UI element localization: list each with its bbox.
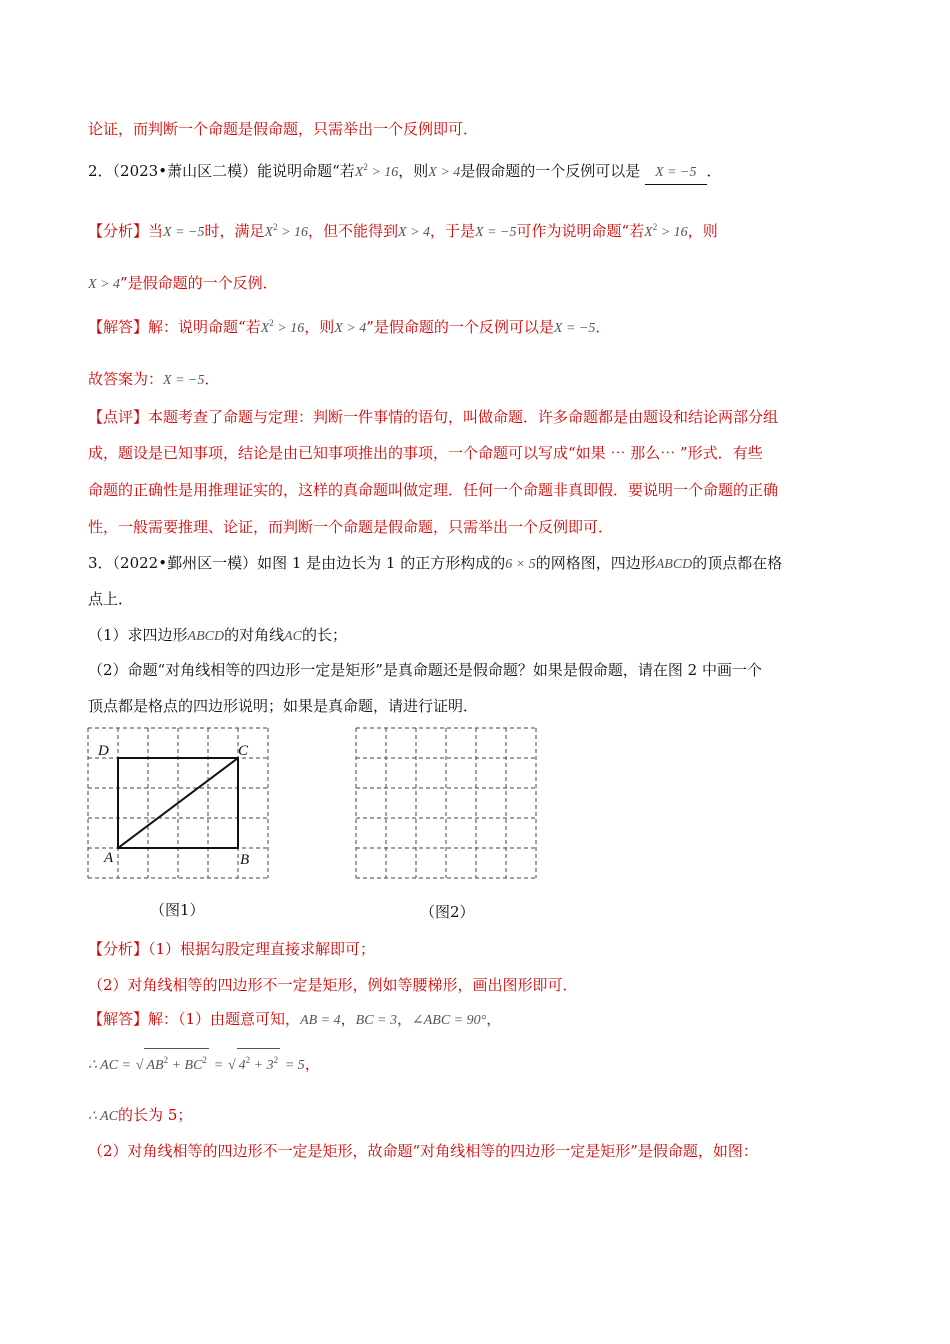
math-expr: ∴ AC = (88, 1058, 131, 1073)
math-var: AB (146, 1058, 164, 1073)
text-span: ． (706, 162, 722, 180)
math-expr: X > 4 (88, 277, 120, 292)
analysis-line-1 (88, 216, 868, 244)
question-number: 2． (88, 162, 113, 180)
text-span: 能说明命题“若 (257, 162, 355, 180)
question-source: （2022•鄞州区一模） (112, 554, 258, 572)
answer-value: X = −5 (655, 165, 697, 180)
comment-line-1 (88, 406, 868, 428)
math-var: + 3 (253, 1058, 274, 1073)
text-span: ，则 (687, 222, 718, 240)
math-expr: ∴ AC (88, 1109, 119, 1124)
text-span: 的网格图，四边形 (535, 554, 656, 572)
math-expr: 6 × 5 (505, 557, 536, 572)
text-span: 可作为说明命题“若 (516, 222, 645, 240)
text-span: ”是假命题的一个反例可以是 (366, 318, 554, 336)
length-line (88, 1104, 868, 1128)
question-3-part-1 (88, 624, 868, 648)
math-var: X (260, 321, 270, 336)
answer-blank (645, 160, 706, 185)
text-span: ，则 (304, 318, 335, 336)
math-var: X (644, 225, 653, 240)
math-expr: AC (284, 629, 303, 644)
figure-2 (348, 722, 548, 882)
math-expr: AB = 4 (300, 1013, 341, 1028)
text-span: 的对角线 (224, 626, 285, 644)
analysis-tag: 【分析】 (88, 940, 149, 958)
math-rel: > 16 (281, 225, 309, 240)
figure-2-grid (356, 728, 536, 878)
math-expr: X > 4 (428, 165, 461, 180)
math-var: X (264, 225, 274, 240)
question-source: （2023•萧山区二模） (112, 162, 258, 180)
solution-3-line-1 (88, 1008, 868, 1032)
text-span: ， (340, 1010, 356, 1028)
text-span: 本题考查了命题与定理：判断一件事情的语句，叫做命题．许多命题都是由题设和结论两部分组 (148, 408, 779, 426)
text-span: （1）求四边形 (88, 626, 188, 644)
text-span: 如图 1 是由边长为 1 的正方形构成的 (257, 554, 506, 572)
math-expr: X > 4 (398, 225, 431, 240)
calculation-line (88, 1048, 868, 1077)
text-span: （1）根据勾股定理直接求解即可； (148, 940, 376, 958)
math-expr: X > 4 (334, 321, 367, 336)
question-3-line-2: 点上． (88, 590, 134, 608)
math-expr: √ $AB^2 + BC^2$ (136, 1058, 209, 1073)
analysis-3-line-1 (88, 938, 868, 960)
analysis-line-2 (88, 272, 868, 296)
math-var: X (354, 165, 364, 180)
solution-3-part-2: （2）对角线相等的四边形不一定是矩形，故命题“对角线相等的四边形一定是矩形”是假命题，如图： (88, 1142, 758, 1160)
text-span: ． (595, 318, 611, 336)
math-expr: = 5 (284, 1058, 305, 1073)
answer-line (88, 368, 868, 392)
math-expr: ABCD (655, 557, 693, 572)
text-span: 解：（1）由题意可知， (148, 1010, 301, 1028)
math-rel: = (213, 1058, 224, 1073)
comment-line-4: 性，一般需要推理、论证，而判断一个命题是假命题，只需举出一个反例即可． (88, 518, 614, 536)
text-span: 的长为 5； (118, 1106, 193, 1124)
math-expr: BC = 3 (355, 1013, 397, 1028)
text-span: 的顶点都在格 (692, 554, 783, 572)
analysis-3-line-2: （2）对角线相等的四边形不一定是矩形，例如等腰梯形，画出图形即可． (88, 976, 578, 994)
math-expr: $X^2 > 16$ (264, 222, 309, 240)
text-span: 解：说明命题“若 (148, 318, 261, 336)
math-expr: $X^2 > 16$ (644, 222, 688, 240)
text-span: ， (486, 1010, 502, 1028)
figure-1-caption: （图1） (150, 901, 205, 919)
text-span: 当 (148, 222, 164, 240)
math-var: + BC (171, 1058, 203, 1073)
vertex-label-c: C (238, 743, 249, 759)
vertex-label-b: B (240, 852, 250, 868)
comment-line-2: 成，题设是已知事项，结论是由已知事项推出的事项，一个命题可以写成“如果 ⋯ 那么⋯ ”形式．有些 (88, 444, 763, 462)
solution-tag: 【解答】 (88, 1010, 149, 1028)
math-expr: ABCD (187, 629, 225, 644)
text-span: ， (304, 1055, 320, 1073)
text-span: ，于是 (430, 222, 476, 240)
math-expr: X = −5 (475, 225, 517, 240)
math-expr: X = −5 (553, 321, 596, 336)
question-number: 3． (88, 554, 113, 572)
comment-line-3: 命题的正确性是用推理证实的，这样的真命题叫做定理．任何一个命题非真即假．要说明一个命题的正确 (88, 481, 779, 499)
text-span: ． (204, 370, 220, 388)
question-3-part-2-line-1: （2）命题“对角线相等的四边形一定是矩形”是真命题还是假命题？如果是假命题，请在图 2 中画一个 (88, 661, 762, 679)
math-expr: X = −5 (163, 373, 205, 388)
text-span: ，则 (398, 162, 429, 180)
text-span: 时，满足 (204, 222, 265, 240)
vertex-label-d: D (98, 743, 109, 759)
question-2 (88, 156, 868, 185)
math-rel: > 16 (371, 165, 399, 180)
math-rel: > 16 (277, 321, 305, 336)
math-expr: $X^2 > 16$ (354, 162, 399, 180)
math-expr: √ $4^2 + 3^2$ (228, 1058, 280, 1073)
figure-2-caption: （图2） (420, 903, 475, 921)
radicand: $4^2 + 3^2$ (237, 1048, 280, 1077)
math-var: 4 (238, 1058, 246, 1073)
text-span: ，但不能得到 (308, 222, 399, 240)
text-span: 的长； (302, 626, 348, 644)
text-span: ”是假命题的一个反例． (120, 274, 278, 292)
comment-tag: 【点评】 (88, 408, 149, 426)
radicand: $AB^2 + BC^2$ (144, 1048, 208, 1077)
math-expr: X = −5 (163, 225, 205, 240)
text-line: 论证，而判断一个命题是假命题，只需举出一个反例即可． (88, 120, 479, 138)
question-3-part-2-line-2: 顶点都是格点的四边形说明；如果是真命题，请进行证明． (88, 697, 479, 715)
math-expr: ∠ABC = 90° (412, 1013, 487, 1028)
math-expr: $X^2 > 16$ (260, 318, 305, 336)
analysis-tag: 【分析】 (88, 222, 149, 240)
text-span: 故答案为： (88, 370, 164, 388)
vertex-label-a: A (104, 850, 114, 866)
math-rel: > 16 (660, 225, 688, 240)
text-span: ， (396, 1010, 412, 1028)
solution-tag: 【解答】 (88, 318, 149, 336)
figure-1 (78, 722, 278, 882)
question-3-line-1 (88, 552, 868, 576)
text-span: 是假命题的一个反例可以是 (460, 162, 641, 180)
solution-line (88, 312, 868, 340)
